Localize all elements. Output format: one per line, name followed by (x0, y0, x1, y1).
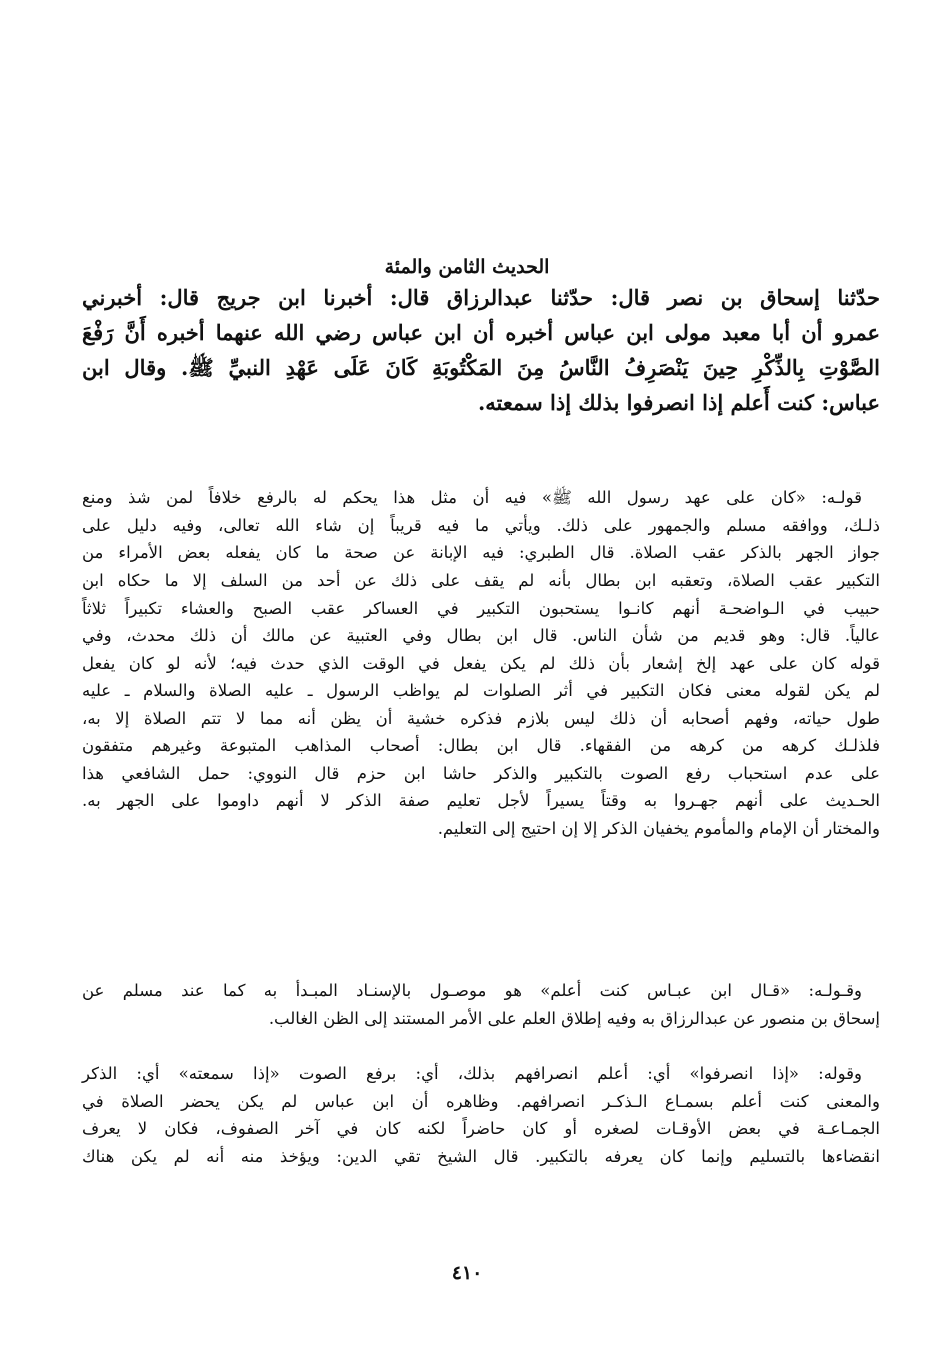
text-line: التكبير عقب الصلاة، وتعقبه ابن بطال بأنه لم يقف على ذلك عن أحد من السلف إلا ما حكاه ابن (82, 571, 880, 590)
text-line: جواز الجهر بالذكر عقب الصلاة. قال الطبري: فيه الإبانة عن صحة ما كان يفعله بعض الأمراء من (82, 543, 880, 562)
text-line: إسحاق بن منصور عن عبدالرزاق به وفيه إطلاق العلم على الأمر المستند إلى الظن الغالب. (268, 1009, 880, 1028)
text-line: وقوله: «إذا انصرفوا» أي: أعلم انصرافهم بذلك، أي: برفع الصوت «إذا سمعته» أي: الذكر (82, 1064, 862, 1083)
hadith-line: الصَّوْتِ بِالذِّكْرِ حِينَ يَنْصَرِفُ النَّاسُ مِنَ المَكْتُوبَةِ كَانَ عَلَى عَهْدِ النبيِّ ﷺ. وقال ابن (82, 355, 880, 380)
text-line: على عدم استحباب رفع الصوت بالتكبير والذكر حاشا ابن حزم قال النووي: حمل الشافعي هذا (82, 764, 880, 783)
text-line: عالياً. قال: وهو قديم من شأن الناس. قال ابن بطال وفي العتبية عن مالك أن ذلك محدث، وفي (82, 626, 880, 645)
text-line: قوله كان على عهد إلخ إشعار بأن ذلك لم يكن يفعل في الوقت الذي حدث فيه؛ لأنه لو كان يفعل (82, 654, 880, 673)
text-line: الحـديث على أنهم جهـروا به وقتاً يسيراً لأجل تعليم صفة الذكر لا أنهم داوموا على الجهر به. (82, 791, 880, 810)
text-line: انقضاءها بالتسليم وإنما كان يعرفه بالتكبير. قال الشيخ تقي الدين: ويؤخذ منه أنه لم يكن هناك (82, 1147, 880, 1166)
text-line: والمختار أن الإمام والمأموم يخفيان الذكر إلا إن احتيج إلى التعليم. (437, 819, 880, 838)
text-line: طول حياته، وفهم أصحابه أن ذلك ليس بلازم فذكره خشية أن يظن أنه مما لا تتم الصلاة إلا به، (82, 709, 880, 728)
hadith-line: عمرو أن أبا معبد مولى ابن عباس أخبره أن ابن عباس رضي الله عنهما أخبره أَنَّ رَفْعَ (82, 320, 880, 345)
text-line: لم يكن لقوله معنى فكان التكبير في أثر الصلوات لم يواظب الرسول ـ عليه الصلاة والسلام ـ عليه (82, 681, 880, 700)
text-line: قولـه: «كان على عهد رسول الله ﷺ» فيه أن مثل هذا يحكم له بالرفع خلافاً لمن شذ ومنع (82, 488, 862, 507)
text-line: ذلـك، ووافقه مسلم والجمهور على ذلك. ويأتي ما فيه قريباً إن شاء الله تعالى، وفيه دليل على (82, 516, 880, 535)
text-line: والمعنى كنت أعلم بسمـاع الـذكـر انصرافهم. وظاهره أن ابن عباس لم يكن يحضر الصلاة في (82, 1092, 880, 1111)
page-number: ٤١٠ (451, 1262, 483, 1284)
text-line: فلذلـك كرهه من كرهه من الفقهاء. قال ابن بطال: أصحاب المذاهب المتبوعة وغيرهم متفقون (82, 736, 880, 755)
text-line: الجمـاعـة في بعض الأوقـات لصغره أو كان حاضراً لكنه كان في آخر الصفوف، فكان لا يعرف (82, 1119, 880, 1138)
hadith-line: عباس: كنت أَعلم إذا انصرفوا بذلك إذا سمعته. (477, 390, 880, 415)
text-line: وقـولـه: «قـال ابن عبـاس كنت أعلم» هو موصـول بالإسنـاد المبـدأ به كما عند مسلم عن (82, 981, 862, 1000)
chapter-title: الحديث الثامن والمئة (384, 256, 550, 278)
hadith-line: حدّثنا إسحاق بن نصر قال: حدّثنا عبدالرزاق قال: أخبرنا ابن جريج قال: أخبرني (82, 285, 880, 310)
text-line: حبيب في الـواضحـة أنهم كانـوا يستحبون التكبير في العساكر عقب الصبح والعشاء تكبيراً ثلاثاً (82, 599, 880, 618)
